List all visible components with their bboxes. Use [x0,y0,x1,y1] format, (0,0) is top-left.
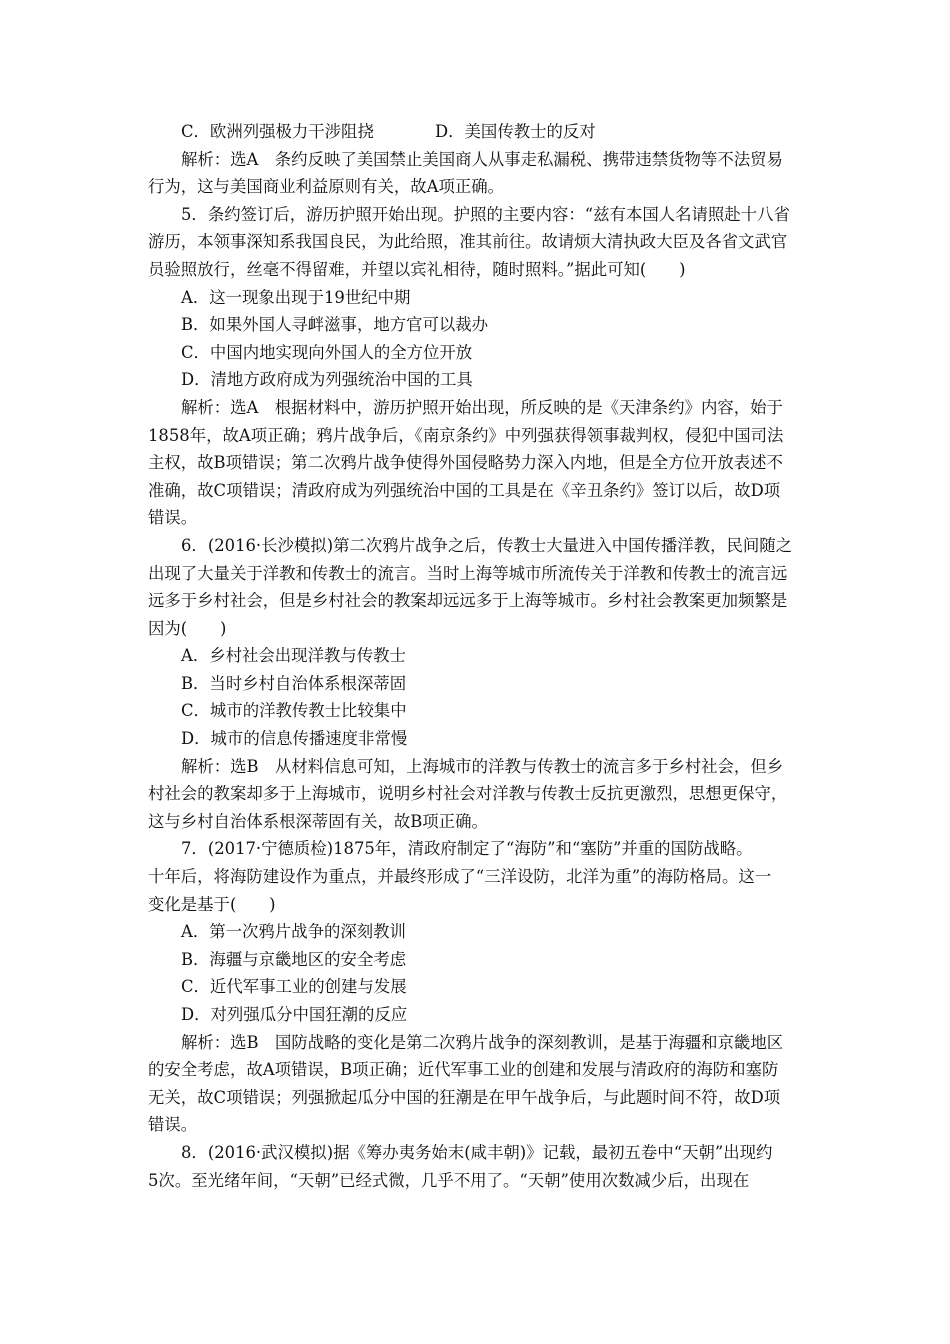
text-line: 准确，故C项错误；清政府成为列强统治中国的工具是在《辛丑条约》签订以后，故D项 [148,480,781,500]
text-line: 这与乡村自治体系根深蒂固有关，故B项正确。 [148,811,488,831]
option-item: A．第一次鸦片战争的深刻教训 [181,922,406,942]
text-line: 1858年，故A项正确；鸦片战争后，《南京条约》中列强获得领事裁判权，侵犯中国司法 [148,425,784,445]
paragraph-start-line: 6．(2016·长沙模拟)第二次鸦片战争之后，传教士大量进入中国传播洋教，民间随之 [181,535,793,555]
text-line: 5次。至光绪年间，“天朝”已经式微，几乎不用了。“天朝”使用次数减少后，出现在 [148,1170,750,1190]
document-body [148,118,808,1194]
text-line: 错误。 [148,508,198,528]
text-line: 村社会的教案却多于上海城市，说明乡村社会对洋教与传教士反抗更激烈，思想更保守， [148,784,788,804]
option-row [148,118,808,146]
paragraph-start-line: 解析：选B 国防战略的变化是第二次鸦片战争的深刻教训，是基于海疆和京畿地区 [181,1032,784,1052]
option-item: D．对列强瓜分中国狂潮的反应 [181,1005,408,1024]
option-item: C．近代军事工业的创建与发展 [181,977,407,997]
option-item: C．城市的洋教传教士比较集中 [181,701,407,721]
text-line: 出现了大量关于洋教和传教士的流言。当时上海等城市所流传关于洋教和传教士的流言远 [148,563,788,583]
text-line: 无关，故C项错误；列强掀起瓜分中国的狂潮是在甲午战争后，与此题时间不符，故D项 [148,1087,781,1107]
option-item: B．当时乡村自治体系根深蒂固 [181,673,407,693]
option-item: A．乡村社会出现洋教与传教士 [181,646,406,666]
option-item: B．如果外国人寻衅滋事，地方官可以裁办 [181,315,489,335]
text-line: 错误。 [148,1115,198,1135]
paragraph-start-line: 解析：选A 根据材料中，游历护照开始出现，所反映的是《天津条约》内容，始于 [181,397,783,417]
text-line: 因为( ) [148,618,227,638]
text-line: 的安全考虑，故A项错误，B项正确；近代军事工业的创建和发展与清政府的海防和塞防 [148,1060,779,1080]
paragraph-start-line: 8．(2016·武汉模拟)据《筹办夷务始末(咸丰朝)》记载，最初五卷中“天朝”出现约 [181,1142,773,1162]
text-line: 行为，这与美国商业利益原则有关，故A项正确。 [148,177,505,197]
text-line: 十年后，将海防建设作为重点，并最终形成了“三洋设防，北洋为重”的海防格局。这一 [148,867,772,887]
option-item: C．中国内地实现向外国人的全方位开放 [181,342,473,362]
text-line: 远多于乡村社会，但是乡村社会的教案却远远多于上海等城市。乡村社会教案更加频繁是 [148,591,788,611]
text-line: 员验照放行，丝毫不得留难，并望以宾礼相待，随时照料。”据此可知( ) [148,259,686,279]
option-item: C．欧洲列强极力干涉阻挠 [181,122,374,141]
option-item: D．美国传教士的反对 [435,122,596,141]
option-item: D．清地方政府成为列强统治中国的工具 [181,370,473,390]
option-item: D．城市的信息传播速度非常慢 [181,729,408,749]
option-item: A．这一现象出现于19世纪中期 [181,287,411,307]
text-line: 游历，本领事深知系我国良民，为此给照，准其前往。故请烦大清执政大臣及各省文武官 [148,232,788,252]
text-line: 主权，故B项错误；第二次鸦片战争使得外国侵略势力深入内地，但是全方位开放表述不 [148,453,783,473]
text-line: 变化是基于( ) [148,894,276,914]
paragraph-start-line: 7．(2017·宁德质检)1875年，清政府制定了“海防”和“塞防”并重的国防战略。 [181,839,753,859]
option-item: B．海疆与京畿地区的安全考虑 [181,949,407,969]
paragraph-start-line: 5．条约签订后，游历护照开始出现。护照的主要内容：“兹有本国人名请照赴十八省 [181,204,790,224]
paragraph-start-line: 解析：选A 条约反映了美国禁止美国商人从事走私漏税、携带违禁货物等不法贸易 [181,149,783,169]
paragraph-start-line: 解析：选B 从材料信息可知，上海城市的洋教与传教士的流言多于乡村社会，但乡 [181,756,784,776]
